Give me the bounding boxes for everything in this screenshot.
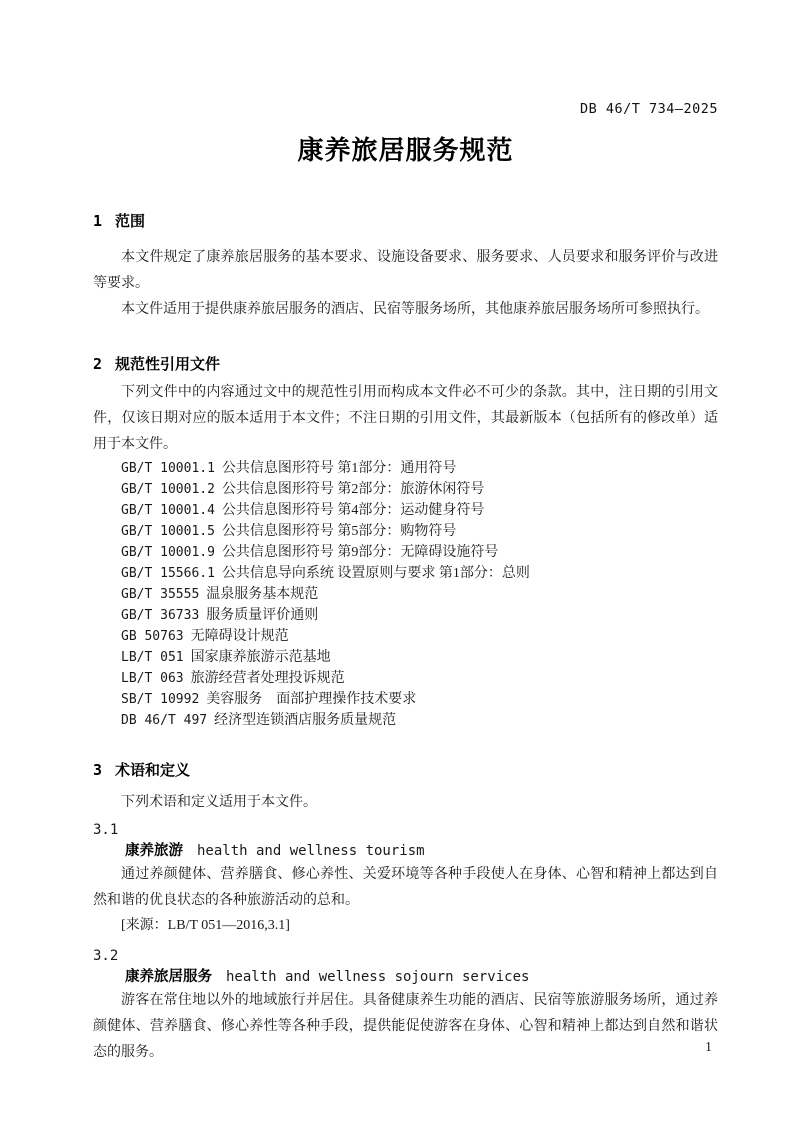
reference-code: DB 46/T 497 xyxy=(121,713,208,728)
scope-paragraph-2: 本文件适用于提供康养旅居服务的酒店、民宿等服务场所，其他康养旅居服务场所可参照执行。 xyxy=(121,302,709,317)
reference-code: GB/T 35555 xyxy=(121,587,200,602)
reference-title: 公共信息图形符号 第2部分：旅游休闲符号 xyxy=(221,482,485,497)
reference-item xyxy=(121,542,718,563)
section-number: 1 xyxy=(93,212,103,230)
section-number: 2 xyxy=(93,355,103,373)
reference-title: 旅游经营者处理投诉规范 xyxy=(190,671,345,686)
reference-title: 公共信息图形符号 第9部分：无障碍设施符号 xyxy=(221,545,499,560)
reference-title: 无障碍设计规范 xyxy=(190,629,289,644)
reference-title: 服务质量评价通则 xyxy=(206,608,319,623)
reference-title: 公共信息图形符号 第5部分：购物符号 xyxy=(221,524,457,539)
reference-item xyxy=(121,584,718,605)
reference-item xyxy=(121,626,718,647)
reference-code: GB 50763 xyxy=(121,629,184,644)
section-number: 3 xyxy=(93,761,103,779)
term-name-en: health and wellness sojourn services xyxy=(226,969,530,985)
term-number: 3.2 xyxy=(93,948,119,964)
reference-code: GB/T 15566.1 xyxy=(121,566,215,581)
reference-code: GB/T 10001.4 xyxy=(121,503,215,518)
term-name-en: health and wellness tourism xyxy=(197,843,425,859)
term-number: 3.1 xyxy=(93,822,119,838)
doc-standard-number: DB 46/T 734—2025 xyxy=(579,101,718,117)
term-definition: 游客在常住地以外的地域旅行并居住。具备健康养生功能的酒店、民宿等旅游服务场所，通过养颜健体、营养膳食、修心养性等各种手段，提供能促使游客在身体、心智和精神上都达到自然和谐状态的服务。 xyxy=(93,993,718,1060)
reference-title: 经济型连锁酒店服务质量规范 xyxy=(214,713,397,728)
reference-title: 美容服务 面部护理操作技术要求 xyxy=(206,692,417,707)
page-title: 康养旅居服务规范 xyxy=(297,135,514,165)
term-3-1 xyxy=(93,820,718,938)
reference-title: 公共信息导向系统 设置原则与要求 第1部分：总则 xyxy=(221,566,530,581)
term-name xyxy=(125,966,718,988)
references-intro: 下列文件中的内容通过文中的规范性引用而构成本文件必不可少的条款。其中，注日期的引用文件，仅该日期对应的版本适用于本文件；不注日期的引用文件，其最新版本（包括所有的修改单）适用于本文件。 xyxy=(93,385,718,452)
term-source: [来源：LB/T 051—2016,3.1] xyxy=(121,918,290,933)
references-list xyxy=(93,458,718,731)
reference-item xyxy=(121,710,718,731)
reference-title: 公共信息图形符号 第1部分：通用符号 xyxy=(221,461,457,476)
reference-code: LB/T 051 xyxy=(121,650,184,665)
reference-item xyxy=(121,647,718,668)
section-heading-text: 范围 xyxy=(115,213,146,230)
reference-item xyxy=(121,689,718,710)
terms-intro: 下列术语和定义适用于本文件。 xyxy=(121,795,317,810)
reference-code: GB/T 10001.9 xyxy=(121,545,215,560)
term-name-zh: 康养旅游 xyxy=(125,843,183,859)
reference-item xyxy=(121,500,718,521)
reference-title: 公共信息图形符号 第4部分：运动健身符号 xyxy=(221,503,485,518)
reference-item xyxy=(121,668,718,689)
section-normative-references xyxy=(93,353,718,731)
reference-item xyxy=(121,479,718,500)
section-references-heading xyxy=(93,353,718,376)
term-name xyxy=(125,840,718,862)
page-number: 1 xyxy=(705,1040,712,1055)
section-heading-text: 规范性引用文件 xyxy=(115,356,221,373)
reference-code: SB/T 10992 xyxy=(121,692,200,707)
reference-code: GB/T 10001.2 xyxy=(121,482,215,497)
reference-item xyxy=(121,563,718,584)
section-heading-text: 术语和定义 xyxy=(115,762,191,779)
section-terms-heading xyxy=(93,759,718,782)
reference-item xyxy=(121,521,718,542)
term-definition: 通过养颜健体、营养膳食、修心养性、关爱环境等各种手段使人在身体、心智和精神上都达到自然和谐的优良状态的各种旅游活动的总和。 xyxy=(93,867,718,908)
term-3-2 xyxy=(93,946,718,1066)
reference-title: 温泉服务基本规范 xyxy=(206,587,319,602)
reference-code: GB/T 10001.5 xyxy=(121,524,215,539)
reference-code: GB/T 10001.1 xyxy=(121,461,215,476)
section-scope xyxy=(93,210,718,323)
section-scope-heading xyxy=(93,210,718,233)
scope-paragraph-1: 本文件规定了康养旅居服务的基本要求、设施设备要求、服务要求、人员要求和服务评价与改进等要求。 xyxy=(93,250,718,291)
reference-item xyxy=(121,605,718,626)
term-name-zh: 康养旅居服务 xyxy=(125,969,212,985)
reference-code: LB/T 063 xyxy=(121,671,184,686)
reference-title: 国家康养旅游示范基地 xyxy=(190,650,331,665)
section-terms-and-definitions xyxy=(93,759,718,1066)
reference-code: GB/T 36733 xyxy=(121,608,200,623)
reference-item xyxy=(121,458,718,479)
